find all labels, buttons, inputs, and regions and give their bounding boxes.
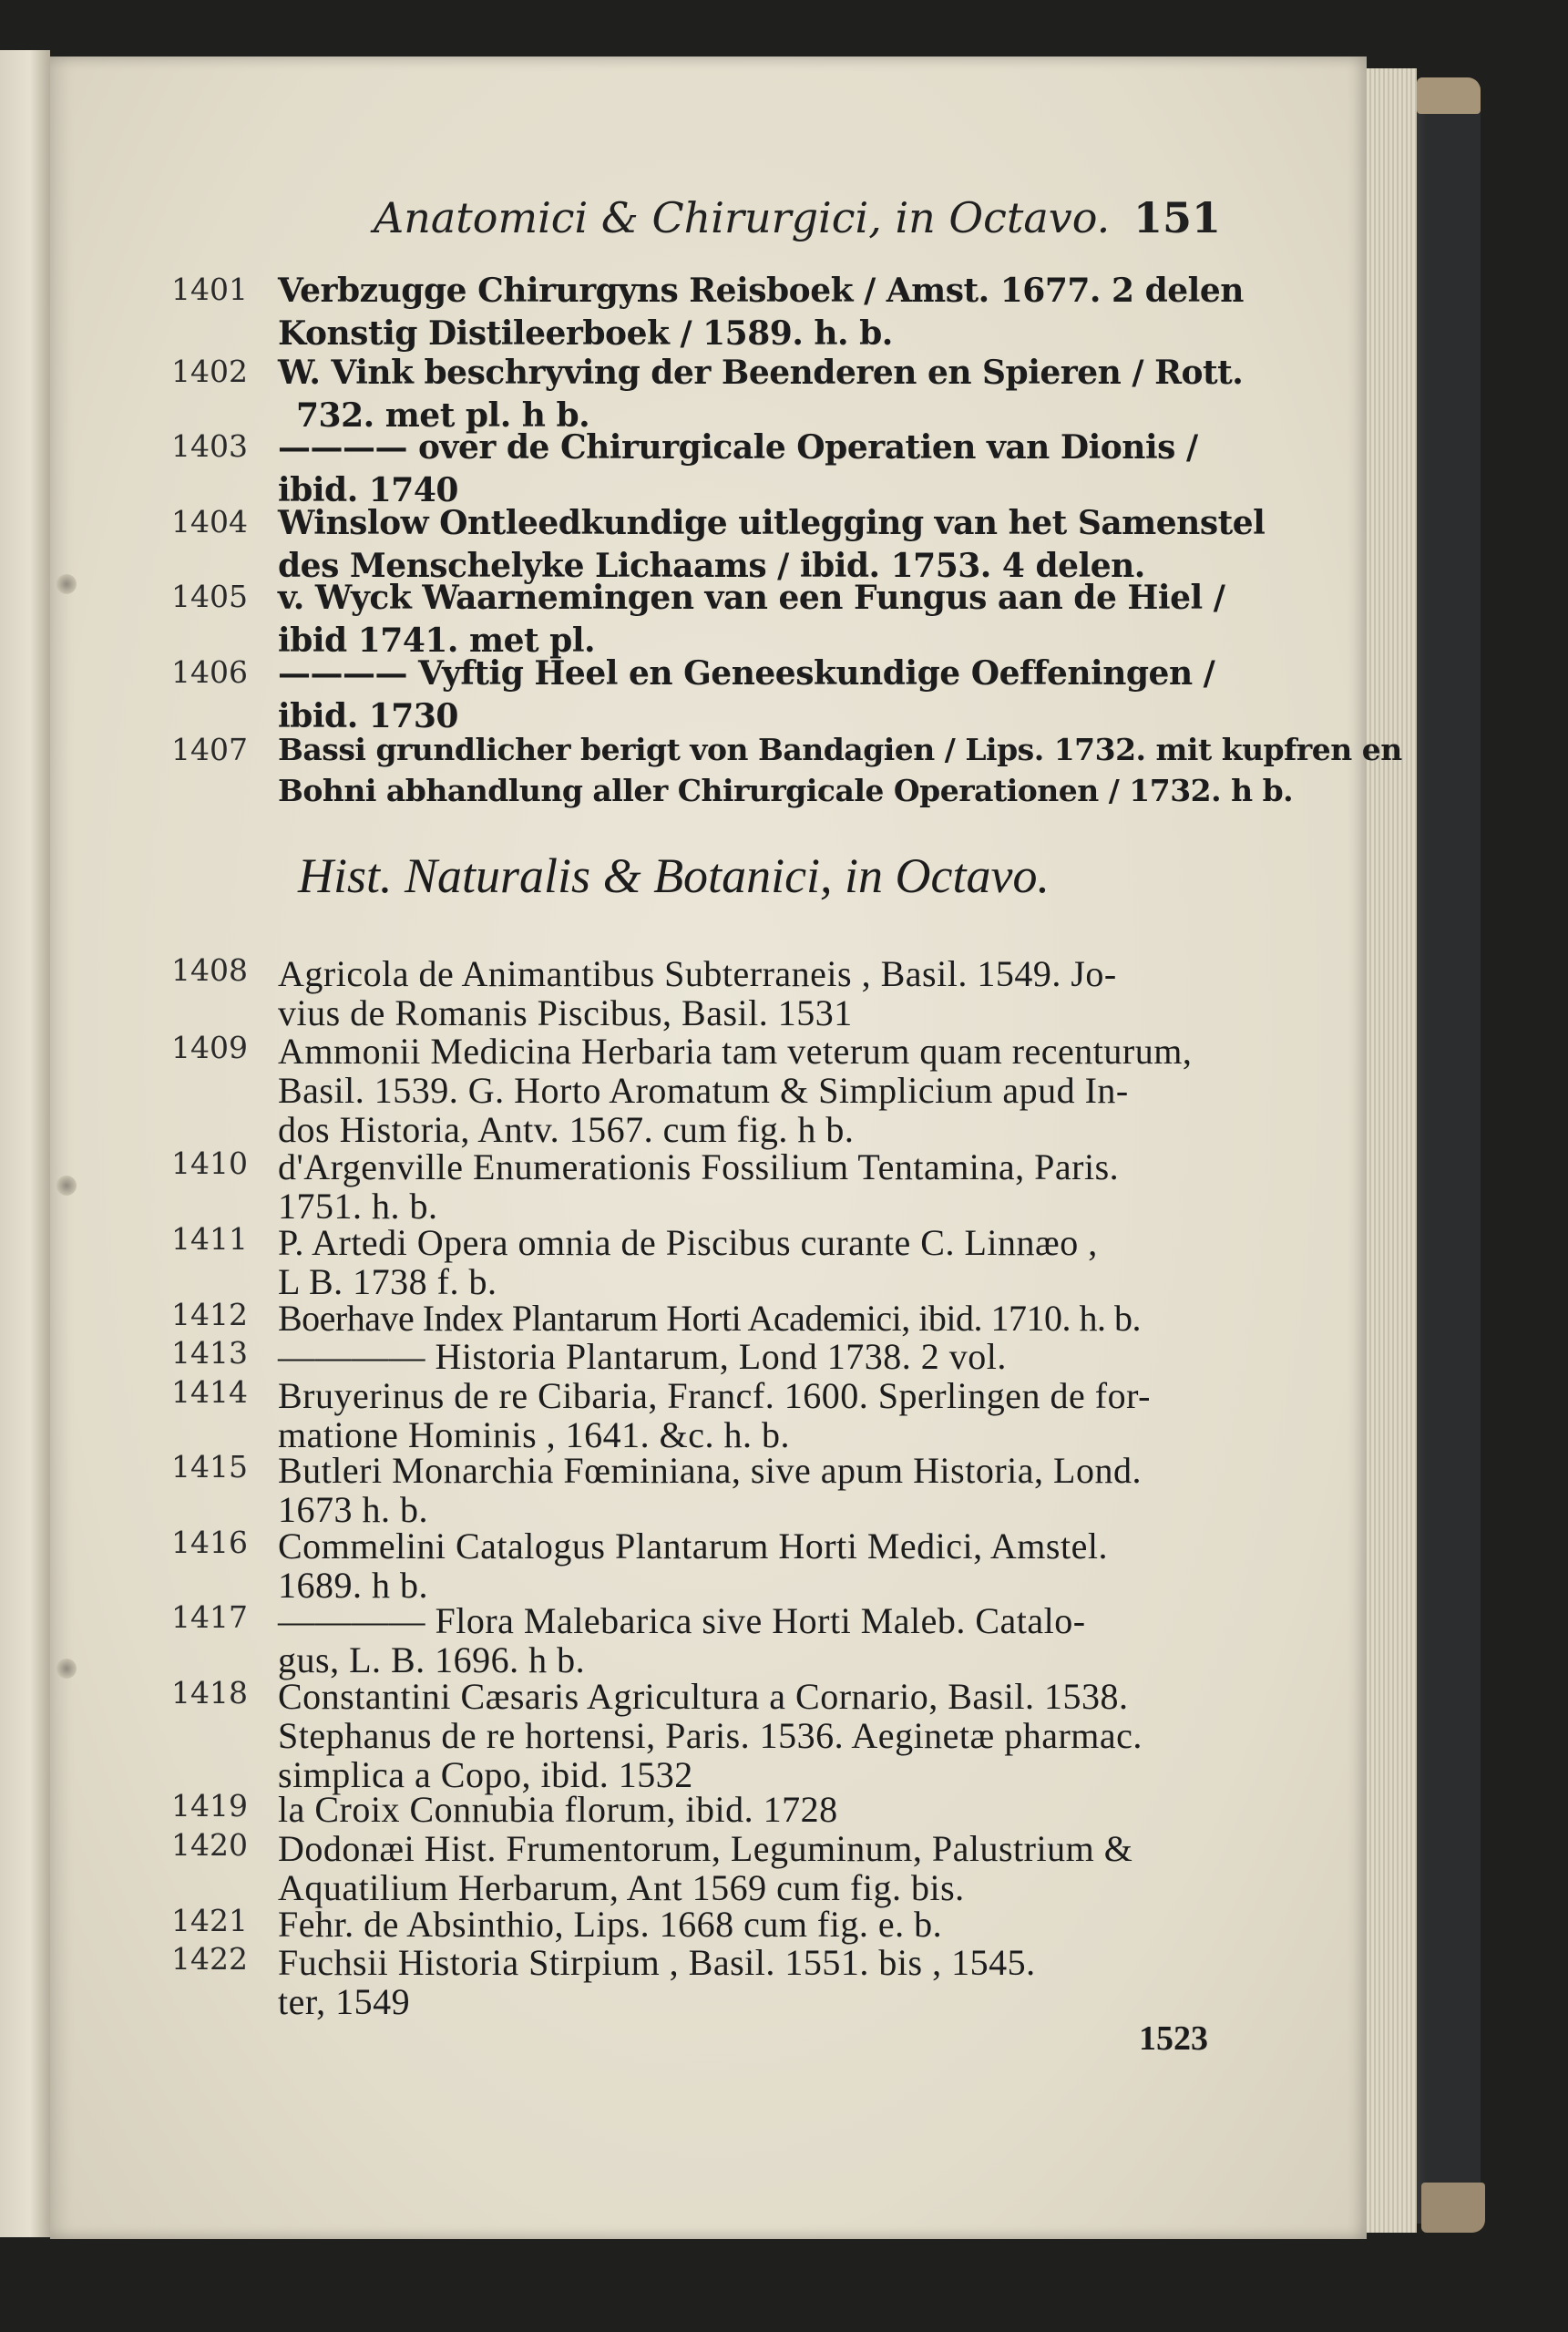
entry-line: 732. met pl. h b. [296,396,590,435]
entry-number: 1407 [171,732,248,767]
entry-line: Aquatilium Herbarum, Ant 1569 cum fig. bis. [278,1867,965,1908]
entry-line: Ammonii Medicina Herbaria tam veterum quam recenturum, [278,1031,1193,1072]
entry-number: 1411 [171,1221,248,1257]
entry-line: ———— Vyftig Heel en Geneeskundige Oeffeningen / [278,654,1215,693]
entry-line: Constantini Cæsaris Agricultura a Cornario, Basil. 1538. [278,1676,1129,1717]
entry-line: v. Wyck Waarnemingen van een Fungus aan de Hiel / [278,579,1225,617]
entry-number: 1420 [171,1827,248,1863]
entry-number: 1403 [171,428,248,464]
entry-line: P. Artedi Opera omnia de Piscibus curante C. Linnæo , [278,1222,1098,1263]
entry-line: ———— over de Chirurgicale Operatien van Dionis / [278,428,1198,467]
entry-number: 1421 [171,1903,248,1938]
header-title: Anatomici & Chirurgici, in Octavo. [374,193,1111,242]
left-page-edge [0,50,50,2237]
entry-line: Fuchsii Historia Stirpium , Basil. 1551. bis , 1545. [278,1942,1036,1983]
entry-line: Konstig Distileerboek / 1589. h. b. [278,314,893,353]
entry-number: 1419 [171,1788,248,1823]
entry-number: 1410 [171,1145,248,1181]
book-cover [1417,87,1481,2224]
entry-line: vius de Romanis Piscibus, Basil. 1531 [278,992,853,1033]
binding-hole [56,1659,77,1679]
entry-line: d'Argenville Enumerationis Fossilium Tentamina, Paris. [278,1146,1120,1187]
entry-line: Butleri Monarchia Fœminiana, sive apum Historia, Lond. [278,1450,1142,1491]
entry-line: ter, 1549 [278,1981,411,2022]
entry-number: 1404 [171,504,248,539]
entry-line: ———— Flora Malebarica sive Horti Maleb. Catalo- [278,1600,1086,1641]
entry-number: 1414 [171,1374,248,1410]
entry-line: Bruyerinus de re Cibaria, Francf. 1600. Sperlingen de for- [278,1375,1151,1416]
entry-line: dos Historia, Antv. 1567. cum fig. h b. [278,1109,855,1150]
entry-line: Basil. 1539. G. Horto Aromatum & Simplicium apud In- [278,1070,1129,1111]
entry-number: 1416 [171,1525,248,1560]
entry-line: Winslow Ontleedkundige uitlegging van het Samenstel [278,504,1266,542]
entry-line: 1751. h. b. [278,1186,438,1227]
entry-number: 1401 [171,272,248,307]
binding-hole [56,574,77,594]
entry-line: des Menschelyke Lichaams / ibid. 1753. 4 delen. [278,547,1145,585]
cover-corner-bottom [1421,2183,1485,2233]
entry-line: Fehr. de Absinthio, Lips. 1668 cum fig. e. b. [278,1904,943,1945]
entry-line: Verbzugge Chirurgyns Reisboek / Amst. 1677. 2 delen [278,272,1244,310]
entry-line: la Croix Connubia florum, ibid. 1728 [278,1789,838,1830]
entry-line: ibid 1741. met pl. [278,622,596,660]
cover-corner-top [1417,77,1481,114]
entry-number: 1409 [171,1030,248,1065]
entry-number: 1406 [171,654,248,690]
catchword: 1523 [1139,2019,1208,2058]
entry-line: Boerhave Index Plantarum Horti Academici, ibid. 1710. h. b. [278,1298,1141,1339]
entry-line: Bohni abhandlung aller Chirurgicale Operationen / 1732. h b. [278,773,1294,808]
entry-line: Agricola de Animantibus Subterraneis , Basil. 1549. Jo- [278,953,1117,994]
entry-number: 1408 [171,952,248,988]
entry-number: 1422 [171,1941,248,1977]
entry-number: 1415 [171,1449,248,1484]
entry-number: 1413 [171,1335,248,1371]
entry-line: ibid. 1740 [278,471,458,509]
entry-line: Stephanus de re hortensi, Paris. 1536. Aeginetæ pharmac. [278,1715,1143,1756]
entry-line: ———— Historia Plantarum, Lond 1738. 2 vol. [278,1336,1007,1377]
entry-line: gus, L. B. 1696. h b. [278,1639,586,1680]
entry-line: ibid. 1730 [278,697,458,735]
entry-number: 1412 [171,1297,248,1332]
entry-line: Dodonæi Hist. Frumentorum, Leguminum, Palustrium & [278,1828,1133,1869]
entry-number: 1402 [171,354,248,389]
section-title: Hist. Naturalis & Botanici, in Octavo. [298,848,1050,903]
entry-number: 1418 [171,1675,248,1710]
entry-line: L B. 1738 f. b. [278,1261,497,1302]
page-edges [1367,68,1417,2233]
entry-line: 1689. h b. [278,1565,428,1606]
running-header [374,193,1221,242]
entry-line: 1673 h. b. [278,1489,428,1530]
entry-line: matione Hominis , 1641. &c. h. b. [278,1414,791,1455]
entry-line: simplica a Copo, ibid. 1532 [278,1754,693,1795]
entry-line: W. Vink beschryving der Beenderen en Spieren / Rott. [278,354,1244,392]
binding-hole [56,1176,77,1196]
page-number: 151 [1132,193,1221,242]
entry-number: 1405 [171,579,248,614]
entry-line: Bassi grundlicher berigt von Bandagien / Lips. 1732. mit kupfren en [278,732,1402,767]
entry-number: 1417 [171,1599,248,1635]
entry-line: Commelini Catalogus Plantarum Horti Medici, Amstel. [278,1526,1108,1567]
